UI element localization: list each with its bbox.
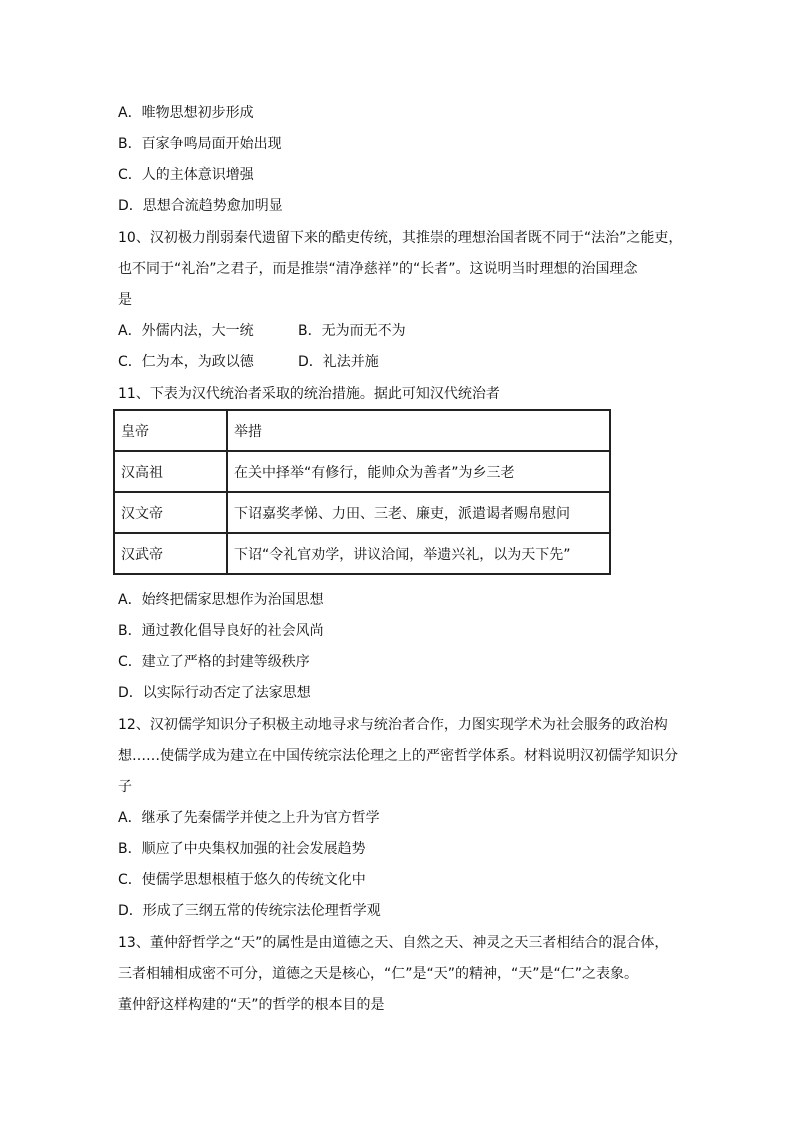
q11-option-b: B．通过教化倡导良好的社会风尚 <box>118 623 324 639</box>
table-row <box>114 533 610 574</box>
q10-stem-line-3: 是 <box>118 292 132 308</box>
q10-stem-line-2: 也不同于“礼治”之君子，而是推崇“清净慈祥”的“长者”。这说明当时理想的治国理念 <box>118 261 638 277</box>
row-emperor: 汉文帝 <box>114 492 227 533</box>
q10-option-a: A．外儒内法，大一统 <box>118 323 254 339</box>
q12-option-c: C．使儒学思想根植于悠久的传统文化中 <box>118 872 366 888</box>
q10-options-row-2 <box>118 352 379 372</box>
q9-option-d: D．思想合流趋势愈加明显 <box>118 198 283 214</box>
table-row <box>114 451 610 492</box>
q12-stem-line-1: 12、汉初儒学知识分子积极主动地寻求与统治者合作，力图实现学术为社会服务的政治构 <box>118 717 668 733</box>
q12-stem-line-3: 子 <box>118 779 132 795</box>
row-measure: 在关中择举“有修行，能帅众为善者”为乡三老 <box>227 451 610 492</box>
q9-option-a: A．唯物思想初步形成 <box>118 105 254 121</box>
q11-option-d: D．以实际行动否定了法家思想 <box>118 685 311 701</box>
q10-option-d: D．礼法并施 <box>298 354 379 370</box>
q11-stem: 11、下表为汉代统治者采取的统治措施。据此可知汉代统治者 <box>118 386 500 402</box>
q13-stem-line-2: 三者相辅相成密不可分，道德之天是核心，“仁”是“天”的精神，“天”是“仁”之表象。 <box>118 966 639 982</box>
q12-option-a: A．继承了先秦儒学并使之上升为官方哲学 <box>118 810 380 826</box>
q11-option-a: A．始终把儒家思想作为治国思想 <box>118 592 324 608</box>
q10-option-b: B．无为而无不为 <box>298 323 406 339</box>
row-emperor: 汉武帝 <box>114 533 227 574</box>
q12-option-b: B．顺应了中央集权加强的社会发展趋势 <box>118 841 366 857</box>
table-row <box>114 492 610 533</box>
q11-option-c: C．建立了严格的封建等级秩序 <box>118 654 310 670</box>
header-emperor: 皇帝 <box>114 410 227 451</box>
q12-option-d: D．形成了三纲五常的传统宗法伦理哲学观 <box>118 903 381 919</box>
q13-stem-line-1: 13、董仲舒哲学之“天”的属性是由道德之天、自然之天、神灵之天三者相结合的混合体， <box>118 935 669 951</box>
q10-options-row-1 <box>118 321 406 341</box>
row-measure: 下诏嘉奖孝悌、力田、三老、廉吏，派遣谒者赐帛慰问 <box>227 492 610 533</box>
q12-stem-line-2: 想……使儒学成为建立在中国传统宗法伦理之上的严密哲学体系。材料说明汉初儒学知识分 <box>118 748 678 764</box>
header-measures: 举措 <box>227 410 610 451</box>
row-emperor: 汉高祖 <box>114 451 227 492</box>
table-header-row <box>114 410 610 451</box>
q13-stem-line-3: 董仲舒这样构建的“天”的哲学的根本目的是 <box>118 997 385 1013</box>
row-measure: 下诏“令礼官劝学，讲议洽闻，举遗兴礼，以为天下先” <box>227 533 610 574</box>
q9-option-c: C．人的主体意识增强 <box>118 167 254 183</box>
q10-option-c: C．仁为本，为政以德 <box>118 354 254 370</box>
measures-table <box>113 409 611 575</box>
q10-stem-line-1: 10、汉初极力削弱秦代遗留下来的酷吏传统，其推崇的理想治国者既不同于“法治”之能吏， <box>118 230 683 246</box>
q9-option-b: B．百家争鸣局面开始出现 <box>118 136 282 152</box>
